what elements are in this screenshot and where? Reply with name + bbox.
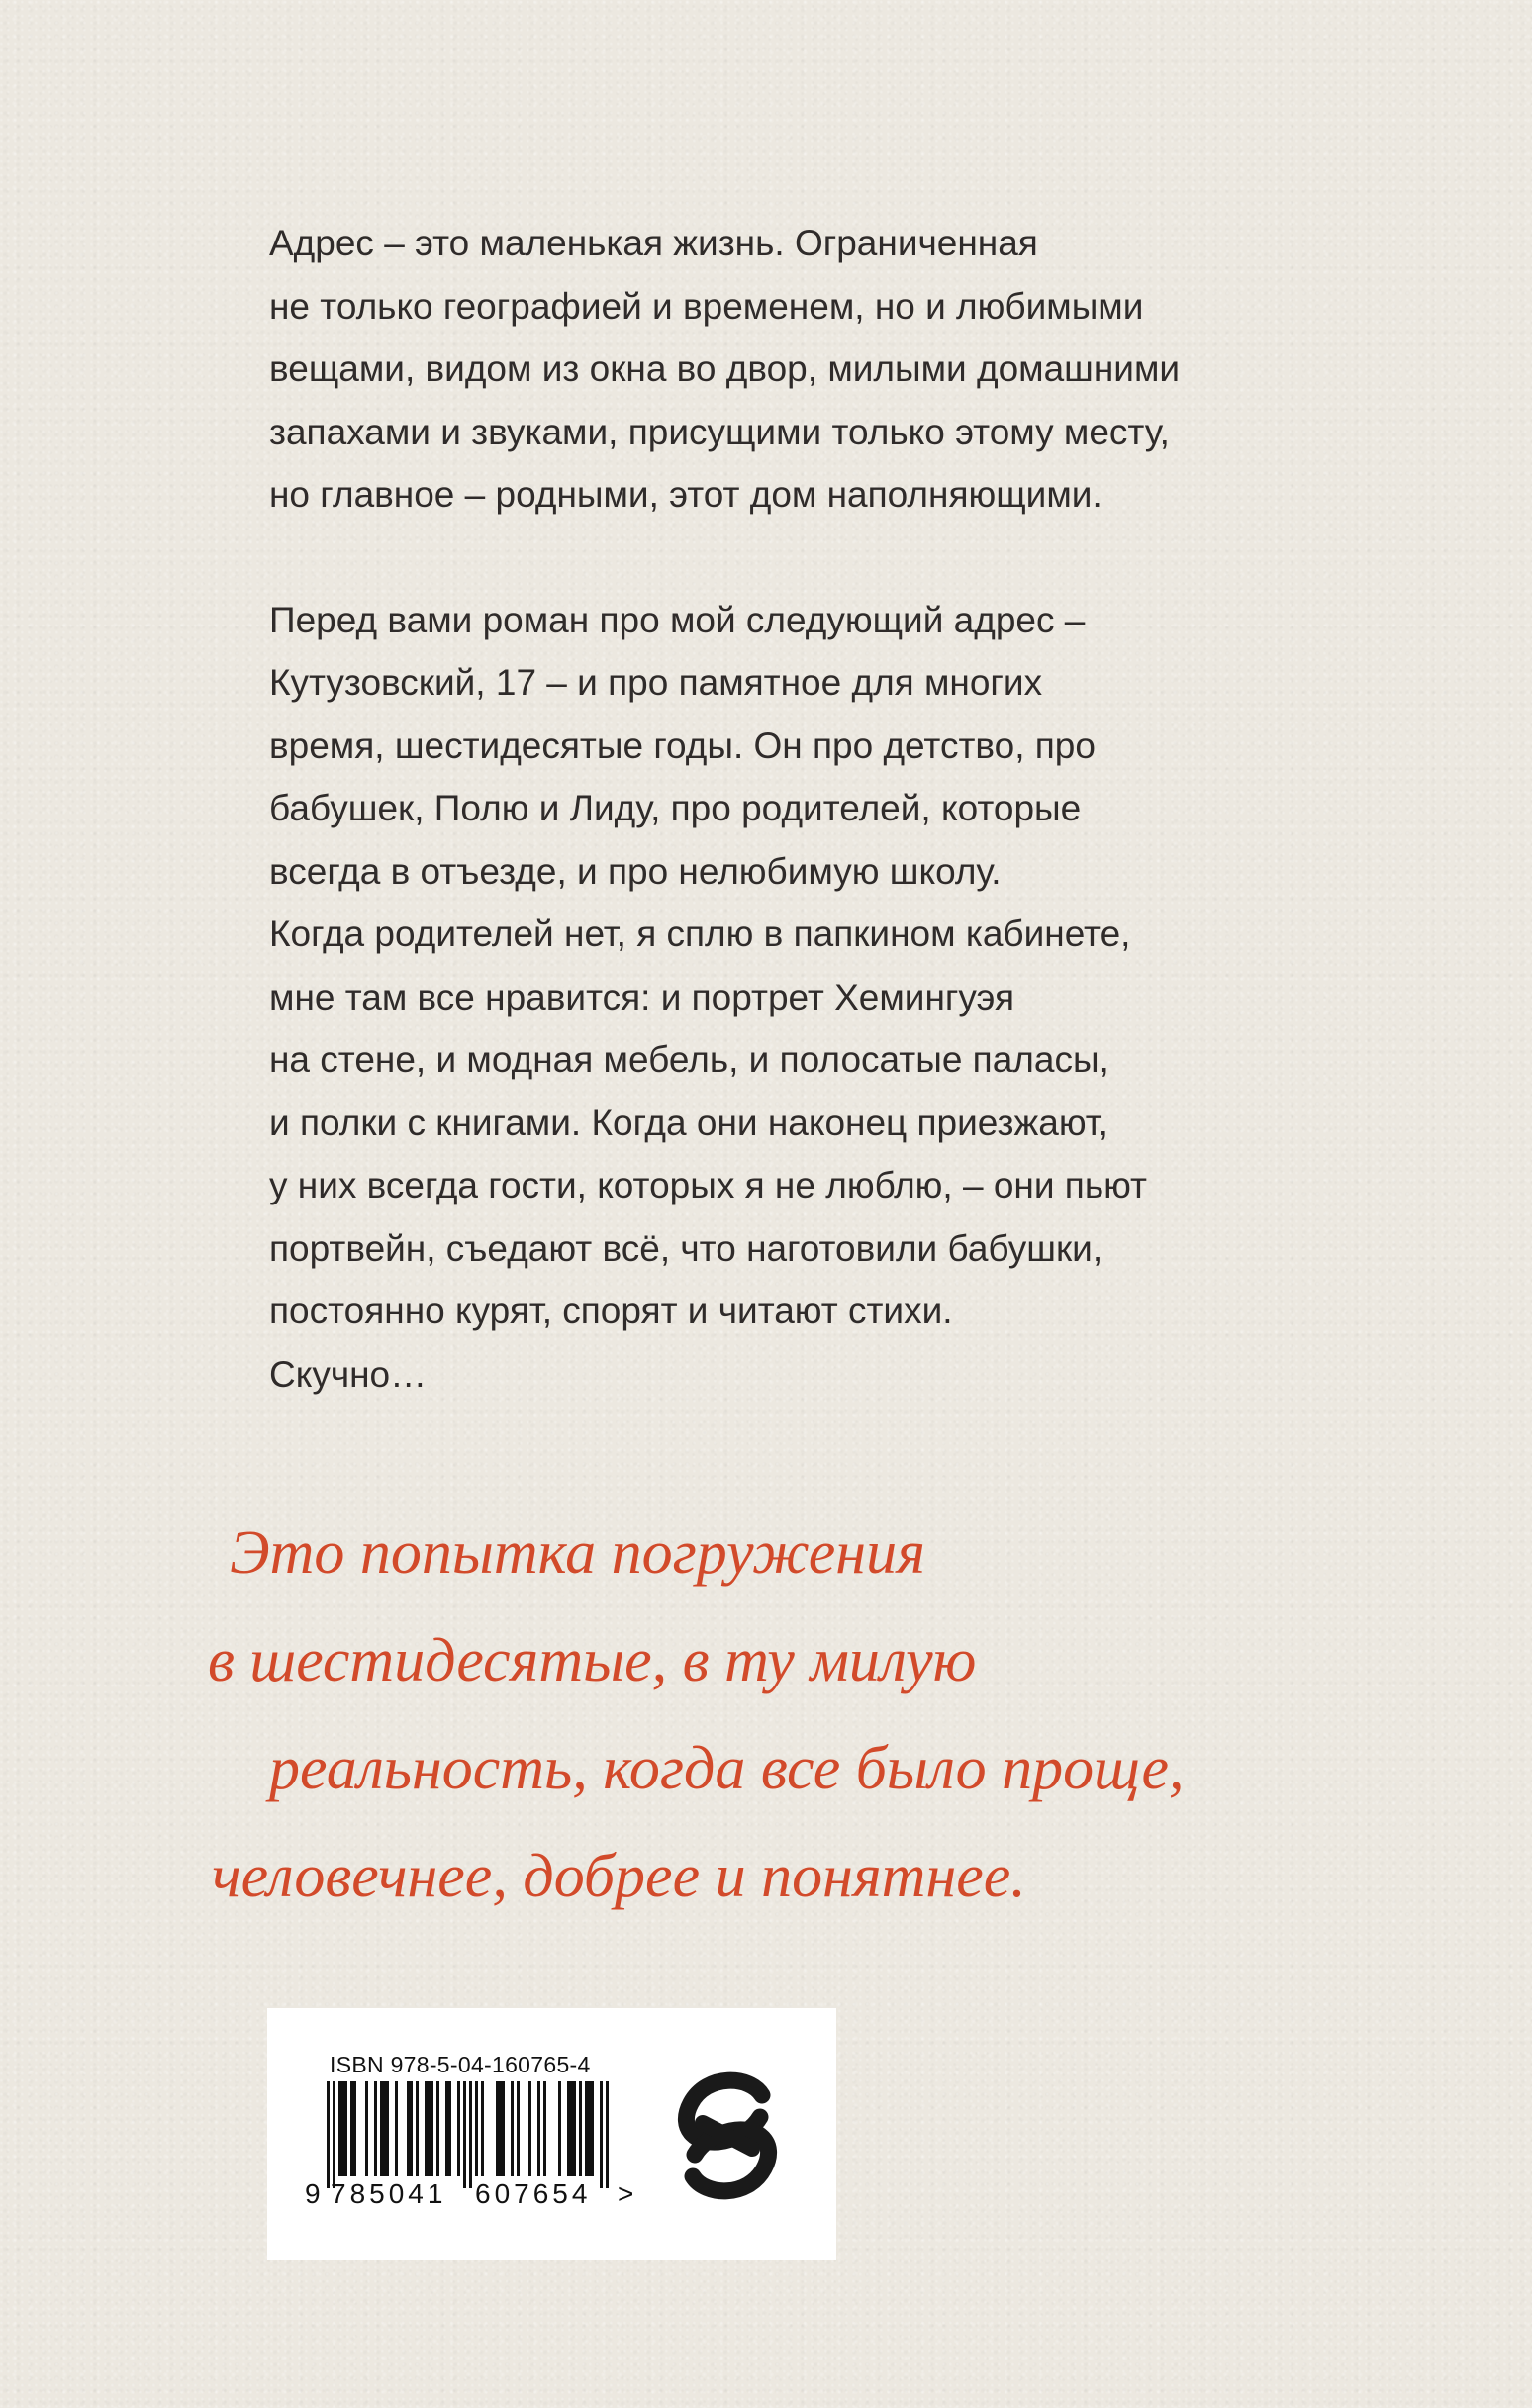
barcode-digits-left: 785041: [331, 2178, 447, 2209]
text-line: вещами, видом из окна во двор, милыми домашними: [269, 348, 1181, 389]
pull-quote: [208, 1499, 1395, 1931]
barcode-bar: [395, 2081, 398, 2176]
barcode-bar: [591, 2081, 594, 2176]
text-line: но главное – родными, этот дом наполняющими.: [269, 474, 1102, 515]
text-line: Адрес – это маленькая жизнь. Ограниченная: [269, 223, 1038, 263]
barcode-bar: [528, 2081, 531, 2176]
barcode-bar: [428, 2081, 431, 2176]
text-line: Кутузовский, 17 – и про памятное для многих: [269, 662, 1043, 703]
barcode-bar: [410, 2081, 413, 2176]
barcode-bar: [496, 2081, 499, 2176]
text-line: запахами и звуками, присущими только этому месту,: [269, 411, 1170, 452]
barcode-guard-bar: [606, 2081, 609, 2188]
barcode-bar: [517, 2081, 520, 2176]
quote-line: в шестидесятые, в ту милую: [208, 1627, 977, 1694]
barcode-bar: [425, 2081, 428, 2176]
eksmo-logo-icon: [663, 2062, 792, 2210]
barcode-digit-first: 9: [305, 2178, 321, 2209]
quote-line: реальность, когда все было проще,: [269, 1735, 1185, 1802]
barcode-bar: [558, 2081, 561, 2176]
barcode-bar: [407, 2081, 410, 2176]
barcode-bar: [481, 2081, 484, 2176]
barcode-bar: [353, 2081, 356, 2176]
barcode-bar: [567, 2081, 570, 2176]
quote-line: человечнее, добрее и понятнее.: [212, 1843, 1026, 1910]
barcode-bar: [350, 2081, 353, 2176]
barcode-bar: [341, 2081, 344, 2176]
text-line: постоянно курят, спорят и читают стихи.: [269, 1291, 953, 1331]
text-line: портвейн, съедают всё, что наготовили бабушки,: [269, 1227, 1103, 1269]
barcode-bar: [448, 2081, 451, 2176]
barcode-bar: [588, 2081, 591, 2176]
barcode-bar: [338, 2081, 341, 2176]
barcode-guard-bar: [463, 2081, 466, 2188]
barcode-guard-bar: [469, 2081, 472, 2188]
barcode-guard-bar: [333, 2081, 335, 2188]
text-line: Скучно…: [269, 1353, 428, 1395]
annotation-text: [269, 212, 1318, 1405]
isbn-label: ISBN 978-5-04-160765-4: [330, 2052, 591, 2077]
annotation-paragraph-1: [269, 212, 1318, 527]
barcode-digits-tail: >: [618, 2178, 634, 2209]
text-line: всегда в отъезде, и про нелюбимую школу.: [269, 850, 1002, 892]
barcode-bar: [431, 2081, 433, 2176]
barcode-bar: [573, 2081, 576, 2176]
barcode-bar: [344, 2081, 347, 2176]
barcode-bar: [537, 2081, 540, 2176]
barcode-bar: [570, 2081, 573, 2176]
text-line: Когда родителей нет, я сплю в папкином кабинете,: [269, 914, 1131, 954]
text-line: мне там все нравится: и портрет Хемингуэя: [269, 976, 1014, 1017]
annotation-paragraph-2: [269, 589, 1318, 1406]
text-line: не только географией и временем, но и любимыми: [269, 285, 1144, 327]
barcode-bar: [579, 2081, 582, 2176]
barcode-bar: [386, 2081, 389, 2176]
barcode-bar: [511, 2081, 514, 2176]
barcode-bar: [475, 2081, 478, 2176]
barcode-guard-bar: [600, 2081, 603, 2188]
text-line: бабушек, Полю и Лиду, про родителей, которые: [269, 788, 1082, 828]
barcode-bar: [499, 2081, 502, 2176]
barcode-bar: [380, 2081, 383, 2176]
barcode-bar: [585, 2081, 588, 2176]
barcode-guard-bar: [327, 2081, 330, 2188]
barcode-bar: [383, 2081, 386, 2176]
text-line: Перед вами роман про мой следующий адрес –: [269, 599, 1086, 640]
quote-line: Это попытка погружения: [230, 1519, 925, 1587]
text-line: на стене, и модная мебель, и полосатые паласы,: [269, 1039, 1109, 1080]
barcode-digits-right: 607654: [475, 2178, 592, 2209]
barcode-bar: [543, 2081, 546, 2176]
barcode-icon: [305, 2081, 631, 2188]
barcode-bar: [502, 2081, 505, 2176]
barcode-panel: [267, 2008, 836, 2260]
barcode-bar: [416, 2081, 419, 2176]
barcode-bar: [457, 2081, 460, 2176]
barcode-bar: [436, 2081, 439, 2176]
text-line: и полки с книгами. Когда они наконец приезжают,: [269, 1102, 1108, 1143]
barcode-bar: [445, 2081, 448, 2176]
barcode-bar: [374, 2081, 377, 2176]
barcode-bar: [365, 2081, 368, 2176]
text-line: время, шестидесятые годы. Он про детство, про: [269, 724, 1096, 766]
text-line: у них всегда гости, которых я не люблю, – они пьют: [269, 1165, 1148, 1205]
